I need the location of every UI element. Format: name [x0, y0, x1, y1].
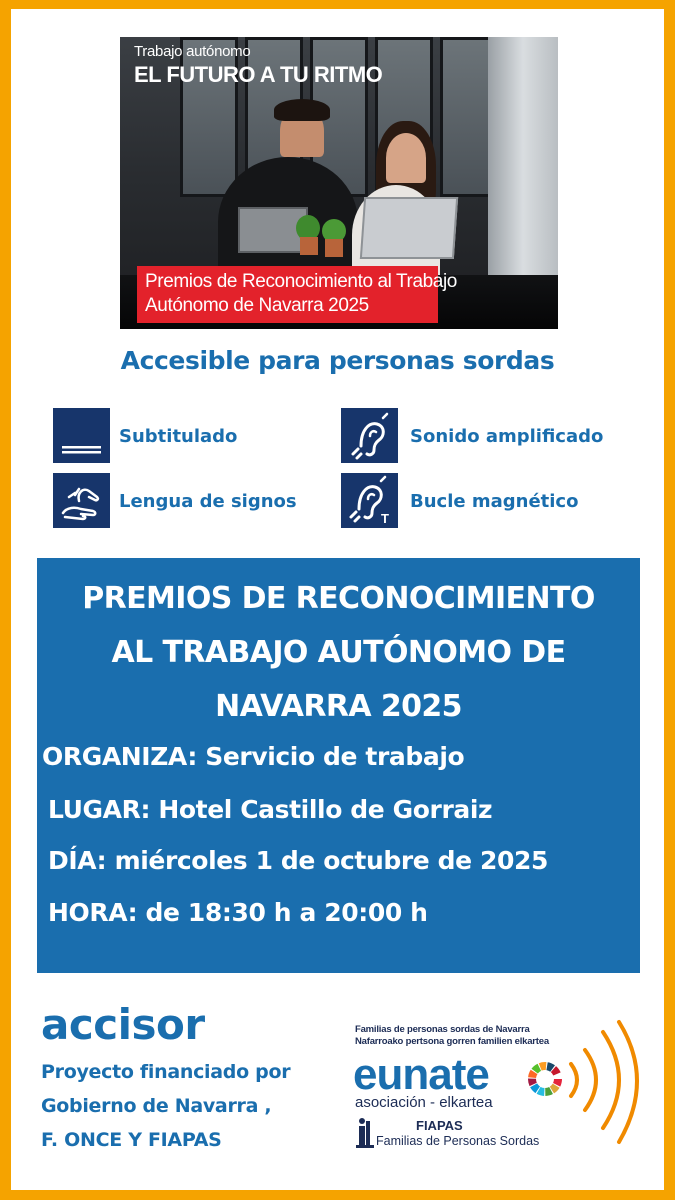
woman-head	[386, 133, 426, 183]
funding-text	[41, 1055, 290, 1157]
fiapas-subtitle: Familias de Personas Sordas	[376, 1134, 540, 1148]
event-title-line: NAVARRA 2025	[215, 689, 462, 724]
banner-caption-line: Premios de Reconocimiento al Trabajo	[145, 271, 457, 292]
banner-image	[120, 37, 558, 329]
event-location: LUGAR: Hotel Castillo de Gorraiz	[48, 795, 493, 824]
banner-caption-line: Autónomo de Navarra 2025	[145, 295, 369, 316]
feature-label-lengua-de-signos: Lengua de signos	[119, 491, 297, 512]
accessibility-title: Accesible para personas sordas	[120, 346, 555, 375]
eunate-tagline-eu: Nafarroako pertsona gorren familien elkartea	[355, 1036, 549, 1047]
plant-pot	[325, 239, 343, 257]
event-title-line: PREMIOS DE RECONOCIMIENTO	[82, 581, 595, 616]
fiapas-logo-icon	[355, 1117, 375, 1149]
amplified-sound-icon	[341, 408, 398, 463]
window-decoration	[180, 37, 238, 197]
man-hair	[274, 99, 330, 121]
svg-text:T: T	[381, 511, 389, 526]
eunate-tagline-es: Familias de personas sordas de Navarra	[355, 1024, 530, 1035]
hearing-loop-icon	[341, 473, 398, 528]
banner-title: EL FUTURO A TU RITMO	[134, 62, 383, 87]
feature-label-subtitulado: Subtitulado	[119, 426, 238, 447]
event-organizer: ORGANIZA: Servicio de trabajo	[42, 742, 465, 771]
funding-line: F. ONCE Y FIAPAS	[41, 1129, 222, 1151]
sound-waves-icon	[563, 1018, 643, 1150]
sign-language-icon	[53, 473, 110, 528]
laptop	[360, 197, 458, 259]
funding-line: Gobierno de Navarra ,	[41, 1095, 272, 1117]
event-time: HORA: de 18:30 h a 20:00 h	[48, 898, 428, 927]
banner-subtitle: Trabajo autónomo	[134, 43, 251, 60]
funding-line: Proyecto financiado por	[41, 1061, 291, 1083]
eunate-wordmark: eunate	[353, 1050, 489, 1099]
event-title	[37, 572, 640, 734]
sdg-wheel-icon	[528, 1062, 562, 1096]
plant-pot	[300, 237, 318, 255]
feature-label-sonido-amplificado: Sonido amplificado	[410, 426, 604, 447]
subtitles-icon	[53, 408, 110, 463]
accisor-logo: accisor	[41, 1000, 205, 1049]
eunate-subtitle: asociación - elkartea	[355, 1094, 493, 1111]
feature-label-bucle-magnetico: Bucle magnético	[410, 491, 579, 512]
banner-red-caption	[137, 266, 457, 323]
event-panel	[37, 558, 640, 973]
event-date: DÍA: miércoles 1 de octubre de 2025	[48, 846, 548, 875]
event-title-line: AL TRABAJO AUTÓNOMO DE	[111, 635, 566, 670]
fiapas-wordmark: FIAPAS	[416, 1118, 463, 1133]
